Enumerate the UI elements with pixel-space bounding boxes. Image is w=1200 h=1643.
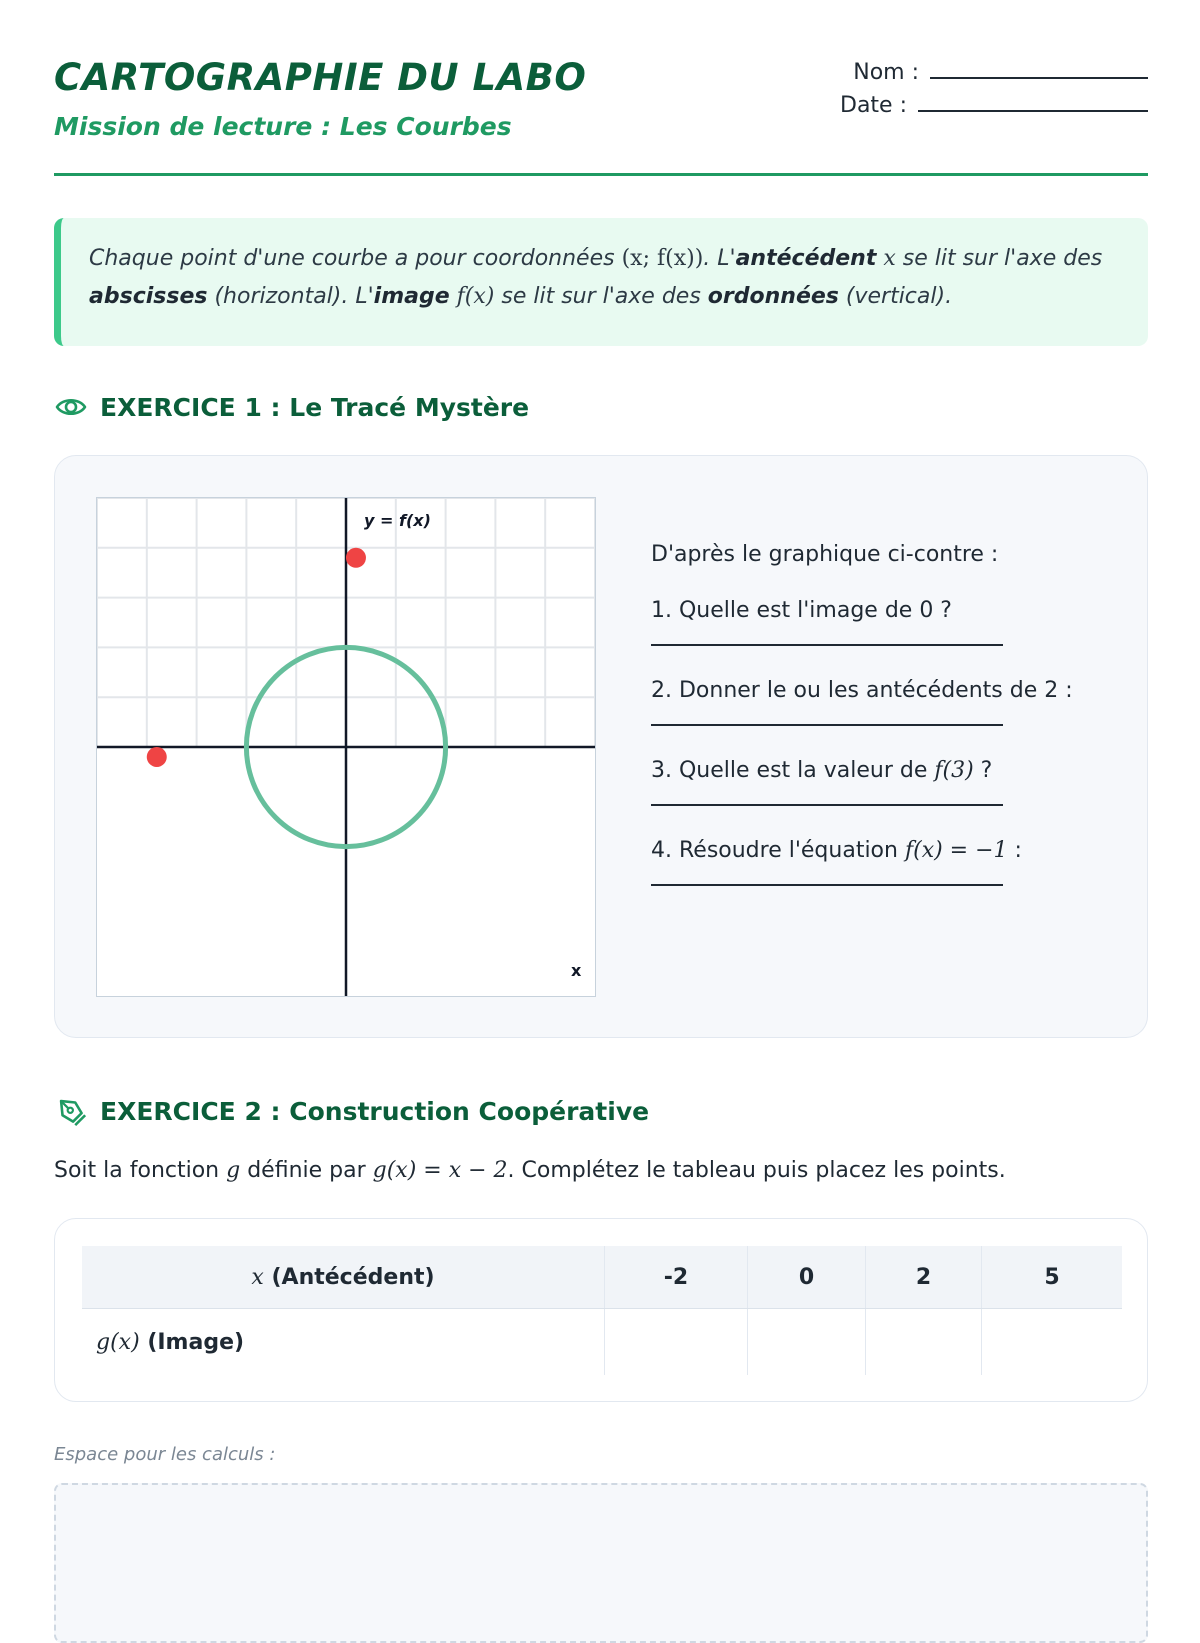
callout-term-abscisses: abscisses bbox=[89, 284, 208, 309]
values-table-panel bbox=[54, 1218, 1148, 1402]
exercise-1-heading bbox=[54, 390, 529, 424]
questions-intro: D'après le graphique ci-contre : bbox=[651, 542, 999, 567]
date-field[interactable] bbox=[918, 90, 1148, 112]
question-text bbox=[651, 674, 1111, 708]
question-4-math: f(x) = −1 bbox=[904, 838, 1008, 863]
x-value-cell: 2 bbox=[866, 1246, 982, 1309]
question-3-math: f(3) bbox=[934, 758, 974, 783]
name-label: Nom : bbox=[853, 60, 919, 85]
x-value-cell: -2 bbox=[605, 1246, 748, 1309]
question-3-suffix: ? bbox=[973, 758, 993, 783]
row-label-gx bbox=[82, 1309, 605, 1376]
intro-text: définie par bbox=[240, 1158, 373, 1183]
calc-space[interactable] bbox=[54, 1483, 1148, 1643]
row-label-x-text: (Antécédent) bbox=[263, 1264, 435, 1290]
image-answer-cell[interactable] bbox=[982, 1309, 1123, 1376]
function-graph bbox=[96, 497, 596, 997]
row-label-gx-text: (Image) bbox=[139, 1329, 245, 1355]
date-label: Date : bbox=[840, 93, 907, 118]
question-item bbox=[651, 674, 1111, 726]
student-info bbox=[840, 56, 1148, 122]
header-divider bbox=[54, 173, 1148, 176]
intro-text: Soit la fonction bbox=[54, 1158, 227, 1183]
answer-line-1[interactable] bbox=[651, 628, 1003, 646]
exercise-2-heading bbox=[54, 1094, 649, 1128]
intro-math-g: g bbox=[226, 1158, 241, 1183]
page-title: CARTOGRAPHIE DU LABO bbox=[54, 56, 587, 99]
row-label-x bbox=[82, 1246, 605, 1309]
callout-text: (vertical). bbox=[838, 284, 953, 309]
callout-term-ordonnees: ordonnées bbox=[707, 284, 839, 309]
answer-line-4[interactable] bbox=[651, 868, 1003, 886]
image-answer-cell[interactable] bbox=[748, 1309, 866, 1376]
callout-term-image: image bbox=[373, 284, 450, 309]
table-header-row bbox=[82, 1246, 1122, 1309]
exercise-2-title: EXERCICE 2 : Construction Coopérative bbox=[100, 1096, 650, 1126]
callout-term-antecedent: antécédent bbox=[735, 246, 877, 271]
page-subtitle: Mission de lecture : Les Courbes bbox=[54, 112, 512, 141]
callout-text: se lit sur l'axe des bbox=[494, 284, 708, 309]
row-label-gx-math: g(x) bbox=[96, 1329, 140, 1355]
x-value-cell: 0 bbox=[748, 1246, 866, 1309]
intro-text: . Complétez le tableau puis placez les points. bbox=[507, 1158, 1006, 1183]
question-item bbox=[651, 594, 1111, 646]
pen-tool-icon bbox=[54, 1094, 88, 1128]
exercise-1-panel bbox=[54, 455, 1148, 1038]
name-field[interactable] bbox=[930, 57, 1148, 79]
callout-math-x: x bbox=[883, 246, 896, 271]
callout-math-fx: f(x) bbox=[456, 284, 495, 309]
question-item bbox=[651, 754, 1111, 806]
graph-svg bbox=[97, 498, 595, 996]
question-list bbox=[651, 536, 1111, 914]
y-axis-label: y = f(x) bbox=[364, 511, 431, 530]
worksheet-page bbox=[54, 0, 1148, 1600]
question-3-text: 3. Quelle est la valeur de bbox=[651, 758, 935, 783]
callout-text: . L' bbox=[703, 246, 736, 271]
question-text bbox=[651, 754, 1111, 788]
date-row bbox=[840, 89, 1148, 122]
data-point bbox=[147, 747, 167, 767]
callout-text: se lit sur l'axe des bbox=[895, 246, 1103, 271]
values-table bbox=[82, 1246, 1122, 1375]
image-answer-cell[interactable] bbox=[866, 1309, 982, 1376]
exercise-2-intro bbox=[54, 1158, 1006, 1183]
row-label-x-math: x bbox=[251, 1264, 264, 1290]
exercise-1-title: EXERCICE 1 : Le Tracé Mystère bbox=[100, 392, 530, 422]
name-row bbox=[840, 56, 1148, 89]
calc-space-label: Espace pour les calculs : bbox=[54, 1444, 276, 1465]
question-2-text: 2. Donner le ou les antécédents de 2 : bbox=[651, 678, 1073, 703]
x-axis-label: x bbox=[571, 961, 582, 980]
table-row bbox=[82, 1309, 1122, 1376]
question-item bbox=[651, 834, 1111, 886]
question-4-suffix: : bbox=[1007, 838, 1022, 863]
eye-icon bbox=[54, 390, 88, 424]
question-text bbox=[651, 834, 1111, 868]
callout-text: (horizontal). L' bbox=[207, 284, 374, 309]
intro-math-formula: g(x) = x − 2 bbox=[372, 1158, 508, 1183]
callout-text: Chaque point d'une courbe a pour coordonnées bbox=[89, 246, 622, 271]
callout-math-coordinates: (x; f(x)) bbox=[621, 246, 704, 271]
question-4-text: 4. Résoudre l'équation bbox=[651, 838, 905, 863]
image-answer-cell[interactable] bbox=[605, 1309, 748, 1376]
answer-line-2[interactable] bbox=[651, 708, 1003, 726]
callout-text bbox=[450, 284, 457, 309]
definition-callout bbox=[54, 218, 1148, 346]
answer-line-3[interactable] bbox=[651, 788, 1003, 806]
question-text bbox=[651, 594, 1111, 628]
data-point bbox=[346, 548, 366, 568]
x-value-cell: 5 bbox=[982, 1246, 1123, 1309]
question-1-text: 1. Quelle est l'image de 0 ? bbox=[651, 598, 952, 623]
